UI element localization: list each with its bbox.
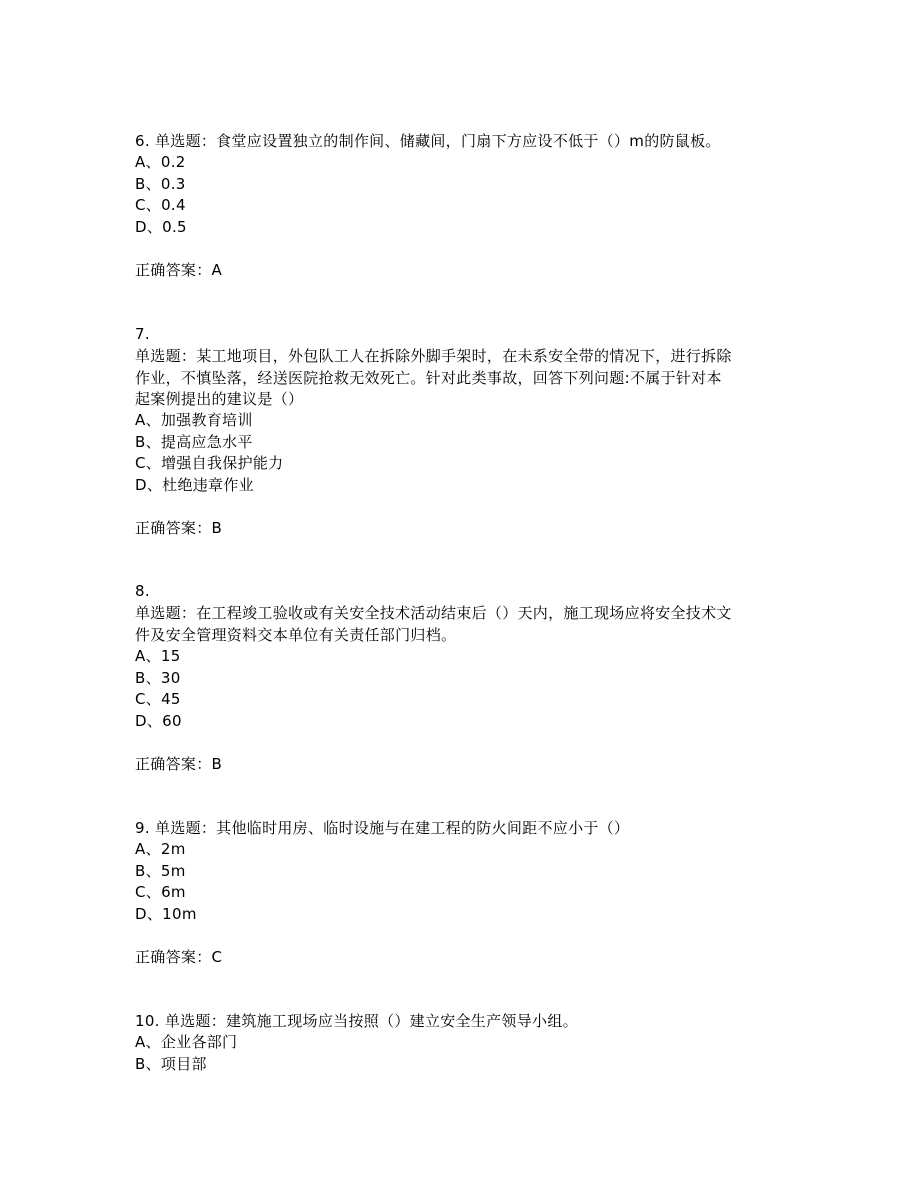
option-b: B、项目部 <box>135 1055 207 1073</box>
option-b: B、30 <box>135 669 181 687</box>
question-number: 8. <box>135 582 150 600</box>
option-b: B、0.3 <box>135 175 186 193</box>
question-text: 起案例提出的建议是（） <box>135 390 304 408</box>
option-a: A、2m <box>135 840 186 858</box>
answer: 正确答案：C <box>135 948 223 966</box>
option-d: D、杜绝违章作业 <box>135 476 254 494</box>
option-d: D、0.5 <box>135 218 187 236</box>
option-c: C、6m <box>135 883 186 901</box>
option-d: D、10m <box>135 905 197 923</box>
option-c: C、增强自我保护能力 <box>135 454 284 472</box>
question-text: 9. 单选题：其他临时用房、临时设施与在建工程的防火间距不应小于（） <box>135 819 630 837</box>
option-a: A、加强教育培训 <box>135 411 253 429</box>
option-c: C、45 <box>135 690 181 708</box>
answer: 正确答案：A <box>135 261 223 279</box>
question-text: 单选题：某工地项目，外包队工人在拆除外脚手架时，在未系安全带的情况下，进行拆除 <box>135 347 732 365</box>
option-b: B、5m <box>135 862 186 880</box>
option-d: D、60 <box>135 712 182 730</box>
option-c: C、0.4 <box>135 196 186 214</box>
question-text: 作业，不慎坠落，经送医院抢救无效死亡。针对此类事故，回答下列问题:不属于针对本 <box>135 369 722 387</box>
question-text: 件及安全管理资料交本单位有关责任部门归档。 <box>135 626 457 644</box>
question-text: 6. 单选题：食堂应设置独立的制作间、储藏间，门扇下方应设不低于（）m的防鼠板。 <box>135 132 721 150</box>
option-a: A、企业各部门 <box>135 1033 238 1051</box>
option-a: A、15 <box>135 647 181 665</box>
option-b: B、提高应急水平 <box>135 433 253 451</box>
answer: 正确答案：B <box>135 755 223 773</box>
question-text: 单选题：在工程竣工验收或有关安全技术活动结束后（）天内，施工现场应将安全技术文 <box>135 604 732 622</box>
question-number: 7. <box>135 325 150 343</box>
question-text: 10. 单选题：建筑施工现场应当按照（）建立安全生产领导小组。 <box>135 1012 578 1030</box>
answer: 正确答案：B <box>135 519 223 537</box>
option-a: A、0.2 <box>135 153 186 171</box>
